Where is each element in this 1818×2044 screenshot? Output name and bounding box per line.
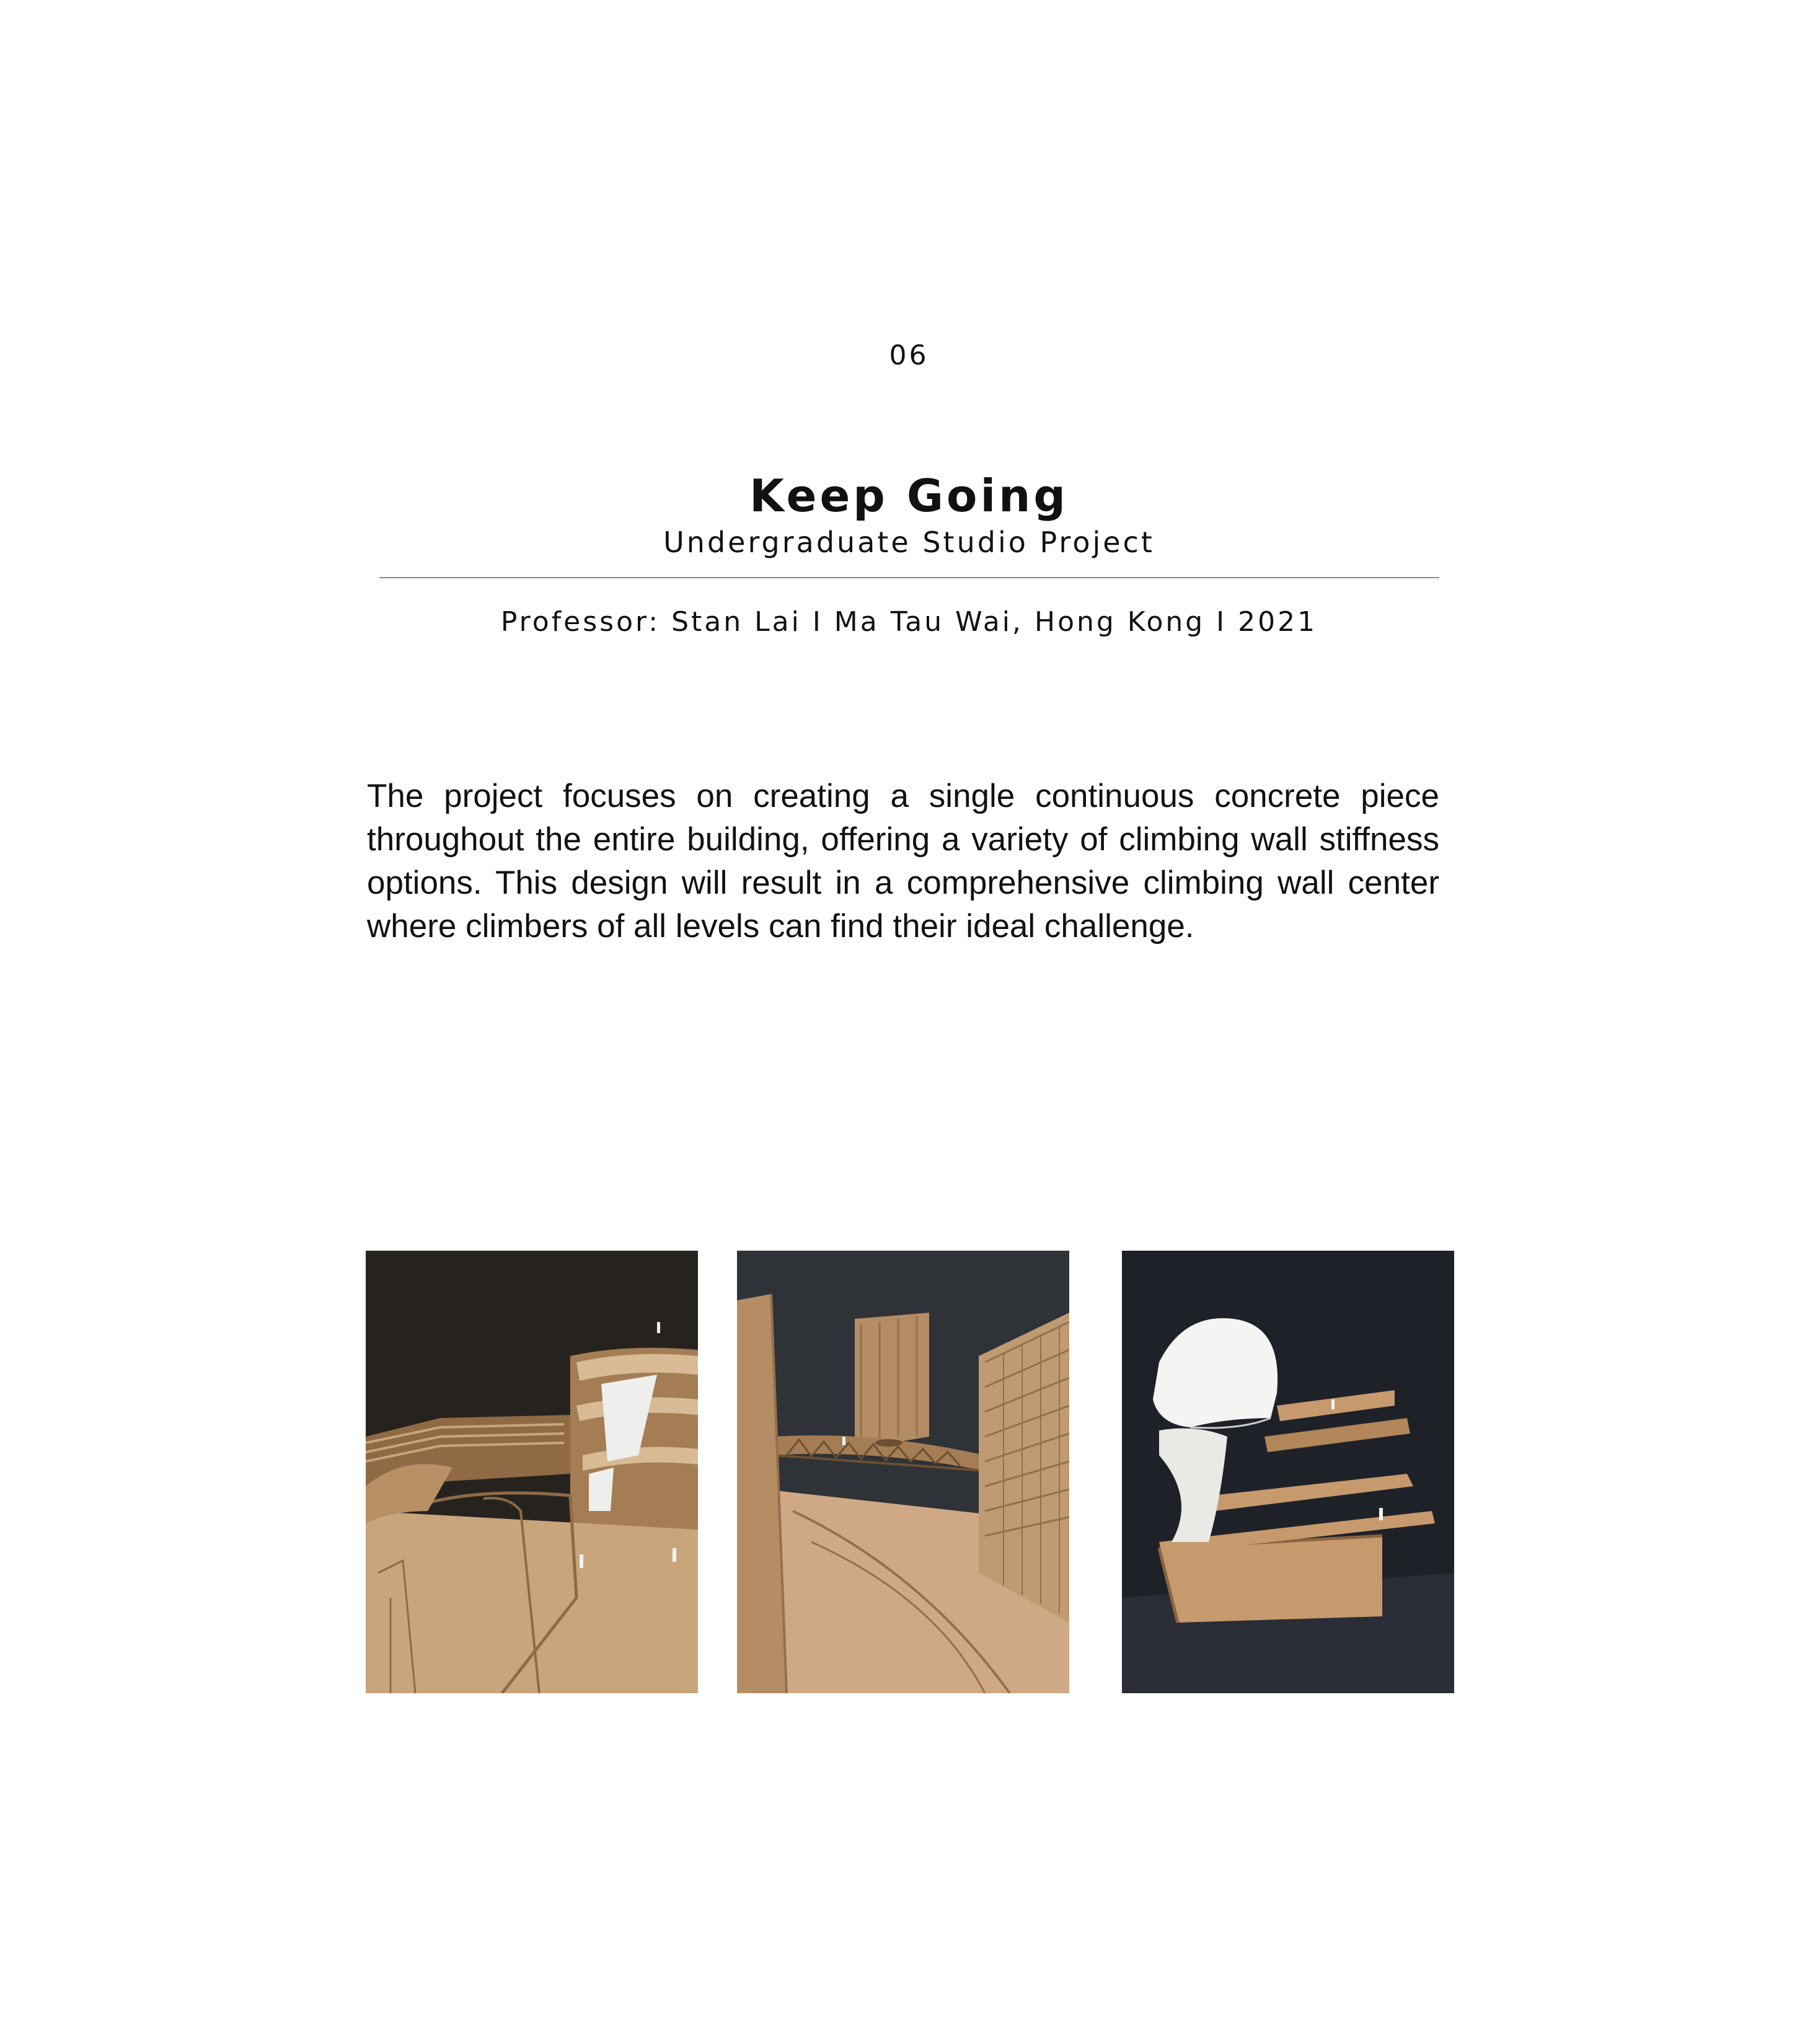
project-subtitle: Undergraduate Studio Project (663, 526, 1155, 559)
model-photo-plaza (366, 1251, 698, 1693)
model-photo-wave-wall (1122, 1251, 1454, 1693)
project-credits: Professor: Stan Lai I Ma Tau Wai, Hong Kong I 2021 (500, 606, 1318, 638)
page-number: 06 (889, 340, 929, 371)
title-divider (379, 577, 1439, 578)
project-title: Keep Going (749, 470, 1069, 522)
project-description: The project focuses on creating a single continuous concrete piece throughout the entire building, offering a variety of climbing wall stiffness options. This design will result in a comprehensive climbing wall center where climbers of all levels can find their ideal challenge. (367, 778, 1439, 945)
model-photo-bridge (737, 1251, 1069, 1693)
